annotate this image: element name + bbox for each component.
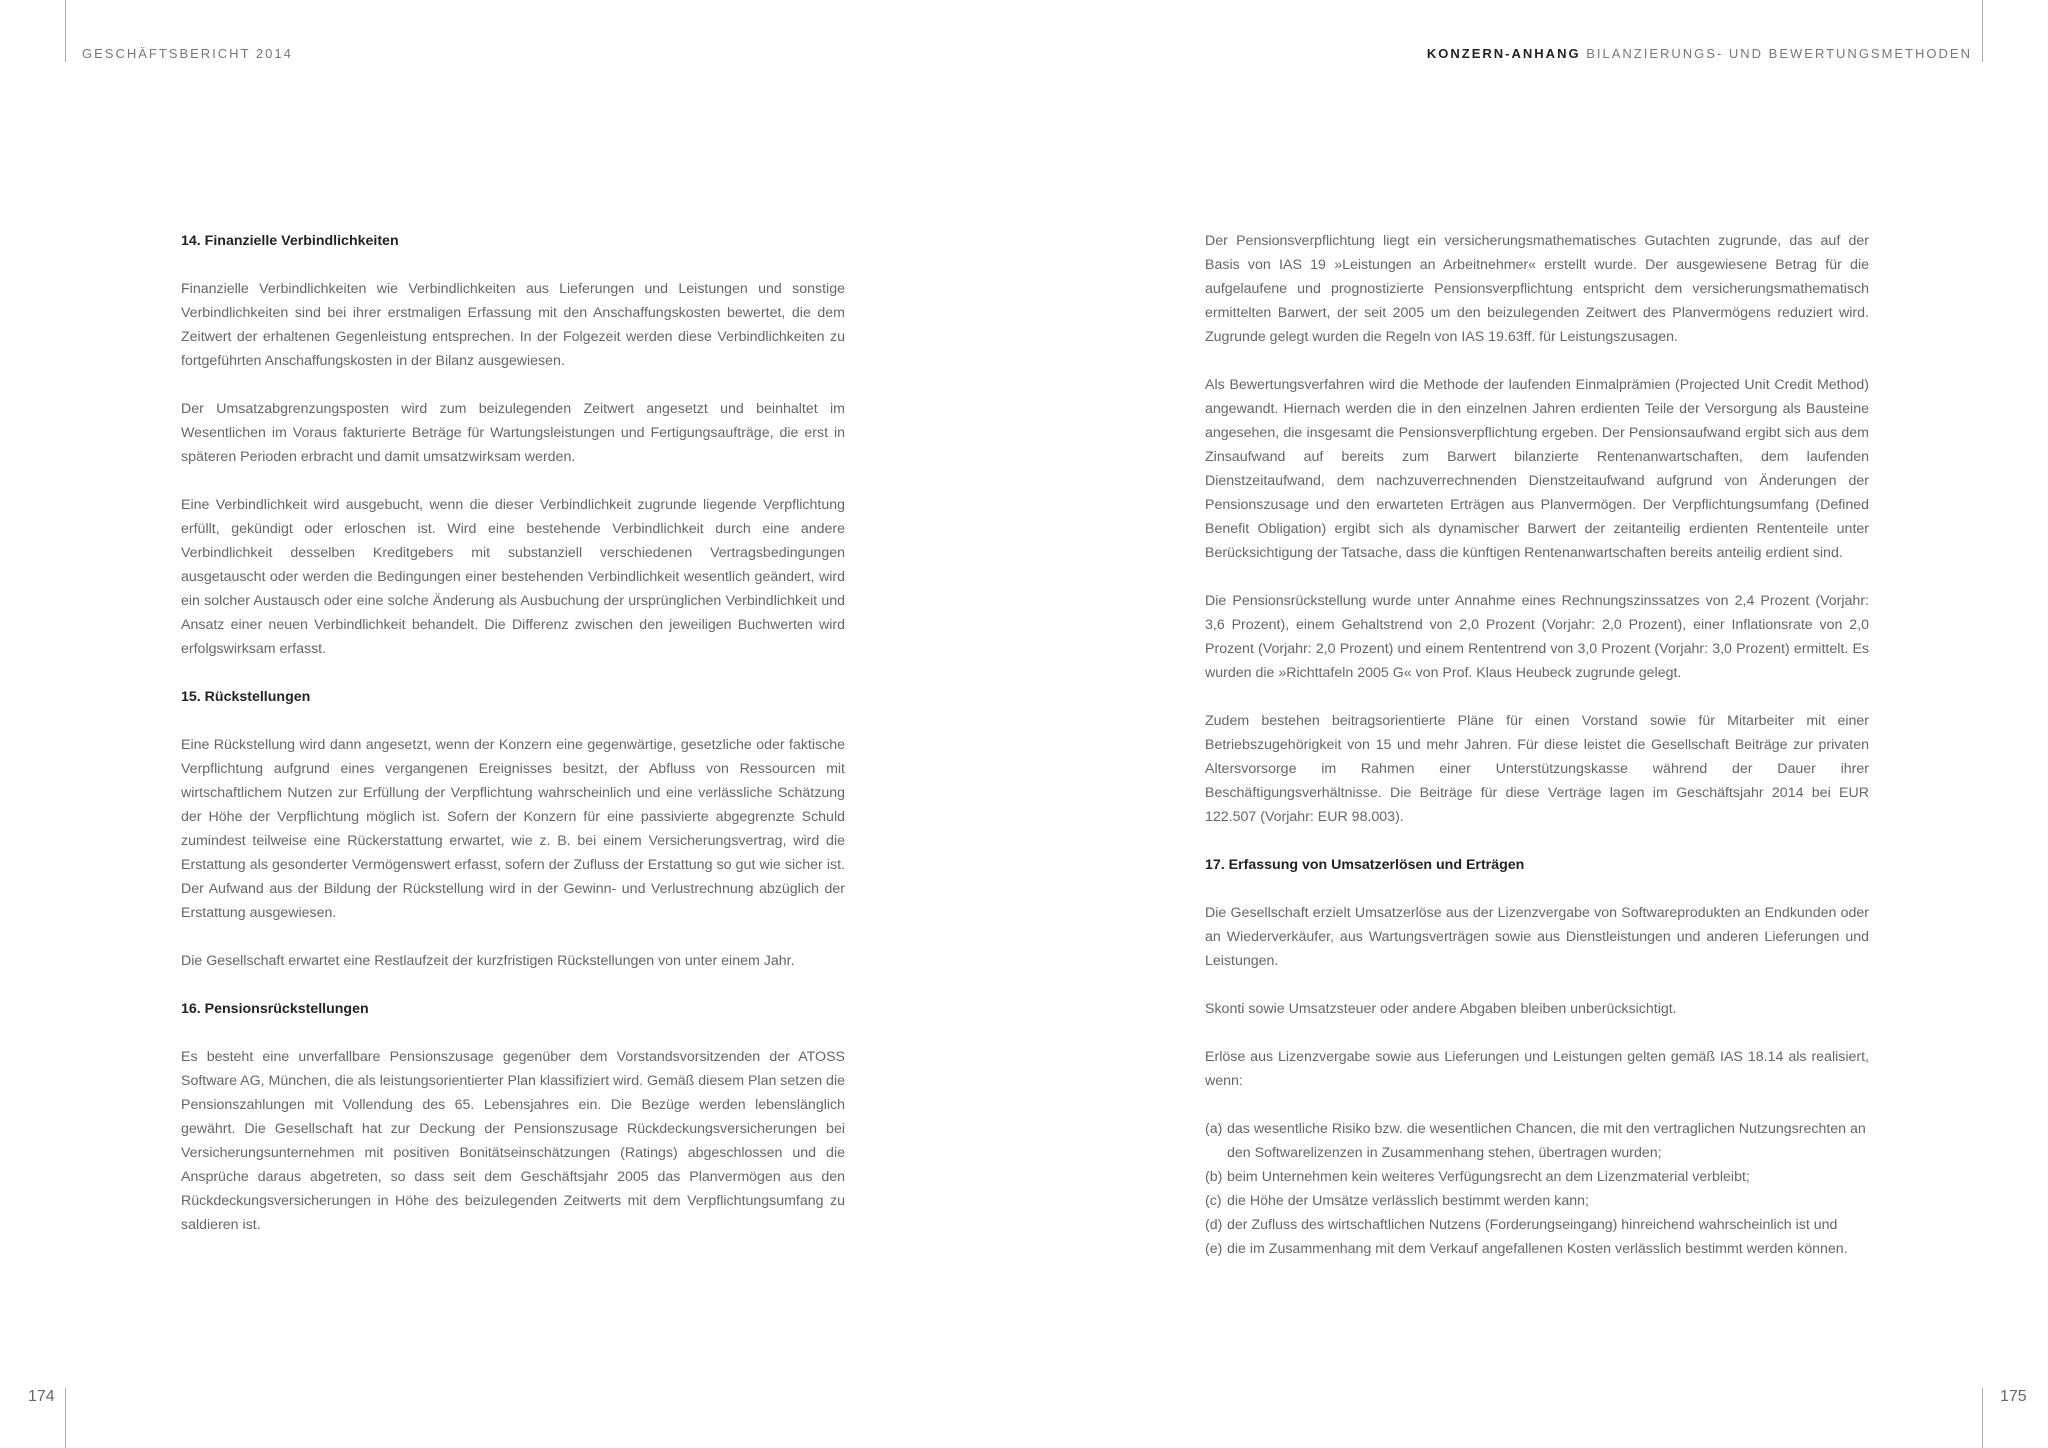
running-header-left	[82, 46, 293, 61]
list-marker: (a)	[1205, 1121, 1223, 1137]
list-item-text: beim Unternehmen kein weiteres Verfügungsrecht an dem Lizenzmaterial verbleibt;	[1227, 1169, 1750, 1185]
paragraph: Die Gesellschaft erzielt Umsatzerlöse aus der Lizenzvergabe von Softwareprodukten an Endkunden oder an Wiederverkäufer, aus Wartungsverträgen sowie aus Dienstleistungen und anderen Lieferungen und Leistungen.	[1205, 905, 1869, 969]
section-heading-14: 14. Finanzielle Verbindlichkeiten	[181, 233, 399, 249]
list-marker: (c)	[1205, 1193, 1222, 1209]
paragraph: Der Pensionsverpflichtung liegt ein versicherungsmathematisches Gutachten zugrunde, das auf der Basis von IAS 19 »Leistungen an Arbeitnehmer« erstellt wurde. Der ausgewiesene Betrag für die aufgelaufene und prognostizierte Pensionsverpflichtung entspricht dem versicherungsmathematisch ermittelten Barwert, der seit 2005 um den beizulegenden Zeitwert des Planvermögens reduziert wird. Zugrunde gelegt wurden die Regeln von IAS 19.63ff. für Leistungszusagen.	[1205, 233, 1869, 345]
header-left-text: GESCHÄFTSBERICHT 2014	[82, 46, 293, 61]
section-heading-17: 17. Erfassung von Umsatzerlösen und Erträgen	[1205, 857, 1525, 873]
header-right-subsection: BILANZIERUNGS- UND BEWERTUNGSMETHODEN	[1586, 46, 1972, 61]
right-page-column	[1205, 229, 1869, 1261]
list-marker: (b)	[1205, 1169, 1223, 1185]
section-heading-15: 15. Rückstellungen	[181, 689, 311, 705]
paragraph: Eine Verbindlichkeit wird ausgebucht, wenn die dieser Verbindlichkeit zugrunde liegende Verpflichtung erfüllt, gekündigt oder erloschen ist. Wird eine bestehende Verbindlichkeit durch eine andere Verbindlichkeit desselben Kreditgebers mit substanziell verschiedenen Vertragsbedingungen ausgetauscht oder werden die Bedingungen einer bestehenden Verbindlichkeit wesentlich geändert, wird ein solcher Austausch oder eine solche Änderung als Ausbuchung der ursprünglichen Verbindlichkeit und Ansatz einer neuen Verbindlichkeit behandelt. Die Differenz zwischen den jeweiligen Buchwerten wird erfolgswirksam erfasst.	[181, 497, 845, 657]
list-item	[1205, 1117, 1869, 1165]
page-number-left: 174	[28, 1388, 55, 1405]
paragraph: Es besteht eine unverfallbare Pensionszusage gegenüber dem Vorstandsvorsitzenden der ATOSS Software AG, München, die als leistungsorientierter Plan klassifiziert wird. Gemäß diesem Plan setzen die Pensionszahlungen mit Vollendung des 65. Lebensjahres ein. Die Bezüge werden lebenslänglich gewährt. Die Gesellschaft hat zur Deckung der Pensionszusage Rückdeckungsversicherungen bei Versicherungsunternehmen mit positiven Bonitätseinschätzungen (Ratings) abgeschlossen und die Ansprüche daraus abgetreten, so dass seit dem Geschäftsjahr 2005 das Planvermögen aus den Rückdeckungsversicherungen in Höhe des beizulegenden Zeitwerts mit dem Verpflichtungsumfang zu saldieren ist.	[181, 1049, 845, 1233]
paragraph: Zudem bestehen beitragsorientierte Pläne für einen Vorstand sowie für Mitarbeiter mit einer Betriebszugehörigkeit von 15 und mehr Jahren. Für diese leistet die Gesellschaft Beiträge zur privaten Altersvorsorge im Rahmen einer Unterstützungskasse während der Dauer ihrer Beschäftigungsverhältnisse. Die Beiträge für diese Verträge lagen im Geschäftsjahr 2014 bei EUR 122.507 (Vorjahr: EUR 98.003).	[1205, 713, 1869, 825]
paragraph: Skonti sowie Umsatzsteuer oder andere Abgaben bleiben unberücksichtigt.	[1205, 1001, 1677, 1017]
list-marker: (e)	[1205, 1241, 1223, 1257]
list-item-text: das wesentliche Risiko bzw. die wesentlichen Chancen, die mit den vertraglichen Nutzungsrechten an den Softwarelizenzen in Zusammenhang stehen, übertragen wurden;	[1227, 1121, 1866, 1161]
list-marker: (d)	[1205, 1217, 1223, 1233]
paragraph: Der Umsatzabgrenzungsposten wird zum beizulegenden Zeitwert angesetzt und beinhaltet im Wesentlichen im Voraus fakturierte Beträge für Wartungsleistungen und Fertigungsaufträge, die erst in späteren Perioden erbracht und damit umsatzwirksam werden.	[181, 401, 845, 465]
page-number-right: 175	[2000, 1388, 2027, 1405]
list-item-text: der Zufluss des wirtschaftlichen Nutzens (Forderungseingang) hinreichend wahrscheinlich ist und	[1227, 1217, 1838, 1233]
paragraph: Als Bewertungsverfahren wird die Methode der laufenden Einmalprämien (Projected Unit Credit Method) angewandt. Hiernach werden die in den einzelnen Jahren erdienten Teile der Versorgung als Bausteine angesehen, die insgesamt die Pensionsverpflichtung ergeben. Der Pensionsaufwand ergibt sich aus dem Zinsaufwand auf bereits zum Barwert bilanzierte Rentenanwartschaften, dem laufenden Dienstzeitaufwand, dem nachzuverrechnenden Dienstzeitaufwand aufgrund von Änderungen der Pensionszusage und den erwarteten Erträgen aus Planvermögen. Der Verpflichtungsumfang (Defined Benefit Obligation) ergibt sich als dynamischer Barwert der zeitanteilig erdienten Rententeile unter Berücksichtigung der Tatsache, dass die künftigen Rentenanwartschaften bereits anteilig erdient sind.	[1205, 377, 1869, 561]
bottom-left-rule	[65, 1388, 66, 1448]
list-item-text: die im Zusammenhang mit dem Verkauf angefallenen Kosten verlässlich bestimmt werden können.	[1227, 1241, 1848, 1257]
paragraph: Eine Rückstellung wird dann angesetzt, wenn der Konzern eine gegenwärtige, gesetzliche oder faktische Verpflichtung aufgrund eines vergangenen Ereignisses besitzt, der Abfluss von Ressourcen mit wirtschaftlichem Nutzen zur Erfüllung der Verpflichtung wahrscheinlich und eine verlässliche Schätzung der Höhe der Verpflichtung möglich ist. Sofern der Konzern für eine passivierte abgegrenzte Schuld zumindest teilweise eine Rückerstattung erwartet, wie z. B. bei einem Versicherungsvertrag, wird die Erstattung als gesonderter Vermögenswert erfasst, sofern der Zufluss der Erstattung so gut wie sicher ist. Der Aufwand aus der Bildung der Rückstellung wird in der Gewinn- und Verlustrechnung abzüglich der Erstattung ausgewiesen.	[181, 737, 845, 921]
list-item	[1205, 1189, 1869, 1213]
paragraph: Die Gesellschaft erwartet eine Restlaufzeit der kurzfristigen Rückstellungen von unter einem Jahr.	[181, 953, 795, 969]
header-right-section: KONZERN-ANHANG	[1426, 46, 1581, 61]
list-item	[1205, 1237, 1869, 1261]
paragraph: Finanzielle Verbindlichkeiten wie Verbindlichkeiten aus Lieferungen und Leistungen und sonstige Verbindlichkeiten sind bei ihrer erstmaligen Erfassung mit den Anschaffungskosten bewertet, die dem Zeitwert der erhaltenen Gegenleistung entsprechen. In der Folgezeit werden diese Verbindlichkeiten zu fortgeführten Anschaffungskosten in der Bilanz ausgewiesen.	[181, 281, 845, 369]
top-right-rule	[1982, 0, 1983, 62]
criteria-list	[1205, 1117, 1869, 1261]
section-heading-16: 16. Pensionsrückstellungen	[181, 1001, 369, 1017]
list-item-text: die Höhe der Umsätze verlässlich bestimmt werden kann;	[1227, 1193, 1589, 1209]
left-page-column	[181, 229, 845, 1261]
list-item	[1205, 1213, 1869, 1237]
paragraph: Die Pensionsrückstellung wurde unter Annahme eines Rechnungszinssatzes von 2,4 Prozent (Vorjahr: 3,6 Prozent), einem Gehaltstrend von 2,0 Prozent (Vorjahr: 2,0 Prozent), einer Inflationsrate von 2,0 Prozent (Vorjahr: 2,0 Prozent) und einem Rententrend von 3,0 Prozent (Vorjahr: 3,0 Prozent) ermittelt. Es wurden die »Richttafeln 2005 G« von Prof. Klaus Heubeck zugrunde gelegt.	[1205, 593, 1869, 681]
top-left-rule	[65, 0, 66, 62]
running-header-right	[1427, 46, 1972, 61]
paragraph: Erlöse aus Lizenzvergabe sowie aus Lieferungen und Leistungen gelten gemäß IAS 18.14 als realisiert, wenn:	[1205, 1049, 1869, 1089]
list-item	[1205, 1165, 1869, 1189]
bottom-right-rule	[1982, 1388, 1983, 1448]
